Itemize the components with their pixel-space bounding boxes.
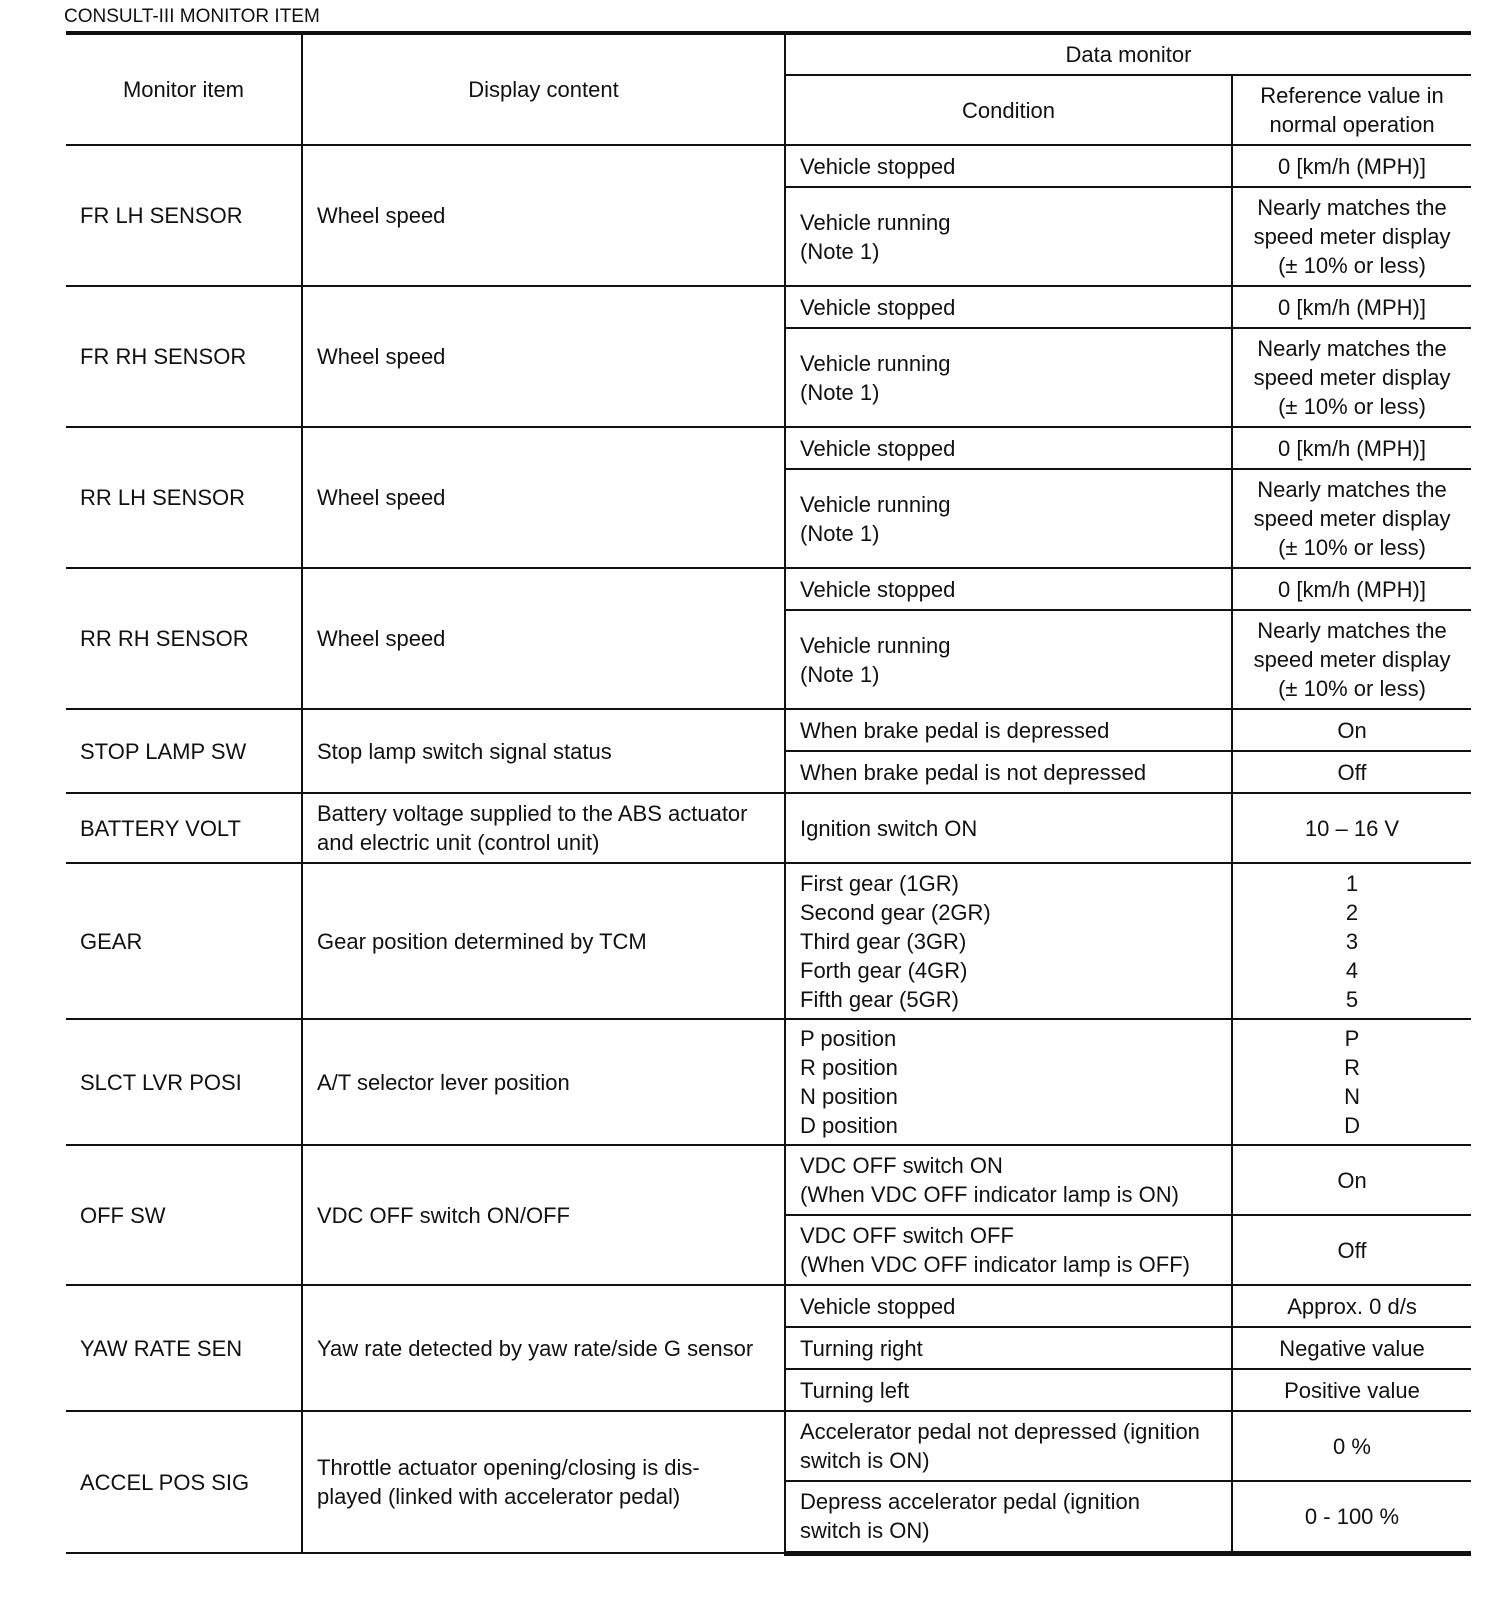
display-content: Wheel speed bbox=[302, 286, 785, 427]
table-row bbox=[66, 1145, 1471, 1215]
condition-cell: When brake pedal is depressed bbox=[785, 709, 1232, 751]
monitor-item-name: BATTERY VOLT bbox=[66, 793, 302, 863]
reference-value-cell: 0 % bbox=[1232, 1411, 1471, 1481]
page-title: CONSULT-III MONITOR ITEM bbox=[64, 6, 320, 27]
header-display-content: Display content bbox=[302, 33, 785, 145]
reference-value-cell: 0 [km/h (MPH)] bbox=[1232, 286, 1471, 328]
monitor-item-name: STOP LAMP SW bbox=[66, 709, 302, 793]
display-content: A/T selector lever position bbox=[302, 1019, 785, 1145]
reference-value-cell: Nearly matches the speed meter display (± 10% or less) bbox=[1232, 610, 1471, 709]
reference-value-cell: Nearly matches the speed meter display (± 10% or less) bbox=[1232, 328, 1471, 427]
reference-value-cell: Negative value bbox=[1232, 1327, 1471, 1369]
reference-value-cell: Nearly matches the speed meter display (± 10% or less) bbox=[1232, 187, 1471, 286]
condition-cell: Vehicle stopped bbox=[785, 145, 1232, 187]
reference-value-cell: On bbox=[1232, 1145, 1471, 1215]
reference-value-cell: 1 2 3 4 5 bbox=[1232, 863, 1471, 1019]
table-row bbox=[66, 1285, 1471, 1327]
header-condition: Condition bbox=[785, 75, 1232, 145]
condition-cell: Turning left bbox=[785, 1369, 1232, 1411]
table-row bbox=[66, 286, 1471, 328]
reference-value-cell: Approx. 0 d/s bbox=[1232, 1285, 1471, 1327]
reference-value-cell: 10 – 16 V bbox=[1232, 793, 1471, 863]
reference-value-cell: Nearly matches the speed meter display (± 10% or less) bbox=[1232, 469, 1471, 568]
condition-cell: Vehicle stopped bbox=[785, 286, 1232, 328]
monitor-item-name: ACCEL POS SIG bbox=[66, 1411, 302, 1553]
header-monitor-item: Monitor item bbox=[66, 33, 302, 145]
monitor-item-name: RR LH SENSOR bbox=[66, 427, 302, 568]
condition-cell: Ignition switch ON bbox=[785, 793, 1232, 863]
display-content: Wheel speed bbox=[302, 427, 785, 568]
reference-value-cell: 0 - 100 % bbox=[1232, 1481, 1471, 1553]
header-reference-value: Reference value in normal operation bbox=[1232, 75, 1471, 145]
reference-value-cell: 0 [km/h (MPH)] bbox=[1232, 427, 1471, 469]
table-row bbox=[66, 145, 1471, 187]
condition-cell: When brake pedal is not depressed bbox=[785, 751, 1232, 793]
table-row bbox=[66, 1411, 1471, 1481]
condition-cell: First gear (1GR) Second gear (2GR) Third gear (3GR) Forth gear (4GR) Fifth gear (5GR) bbox=[785, 863, 1232, 1019]
condition-cell: Vehicle stopped bbox=[785, 1285, 1232, 1327]
table-row bbox=[66, 709, 1471, 751]
display-content: VDC OFF switch ON/OFF bbox=[302, 1145, 785, 1285]
condition-cell: Vehicle running (Note 1) bbox=[785, 610, 1232, 709]
display-content: Gear position determined by TCM bbox=[302, 863, 785, 1019]
table-row bbox=[66, 863, 1471, 1019]
monitor-item-name: YAW RATE SEN bbox=[66, 1285, 302, 1411]
display-content: Yaw rate detected by yaw rate/side G sensor bbox=[302, 1285, 785, 1411]
reference-value-cell: Off bbox=[1232, 751, 1471, 793]
display-content: Throttle actuator opening/closing is dis- played (linked with accelerator pedal) bbox=[302, 1411, 785, 1553]
monitor-item-name: FR LH SENSOR bbox=[66, 145, 302, 286]
display-content: Wheel speed bbox=[302, 145, 785, 286]
reference-value-cell: On bbox=[1232, 709, 1471, 751]
condition-cell: Vehicle stopped bbox=[785, 568, 1232, 610]
condition-cell: Depress accelerator pedal (ignition switch is ON) bbox=[785, 1481, 1232, 1553]
table-row bbox=[66, 1019, 1471, 1145]
monitor-item-name: OFF SW bbox=[66, 1145, 302, 1285]
condition-cell: VDC OFF switch ON (When VDC OFF indicator lamp is ON) bbox=[785, 1145, 1232, 1215]
table-row bbox=[66, 793, 1471, 863]
monitor-item-table bbox=[66, 31, 1471, 1556]
monitor-item-name: RR RH SENSOR bbox=[66, 568, 302, 709]
reference-value-cell: 0 [km/h (MPH)] bbox=[1232, 145, 1471, 187]
condition-cell: P position R position N position D position bbox=[785, 1019, 1232, 1145]
table-row bbox=[66, 568, 1471, 610]
condition-cell: Vehicle running (Note 1) bbox=[785, 187, 1232, 286]
reference-value-cell: Off bbox=[1232, 1215, 1471, 1285]
condition-cell: Vehicle running (Note 1) bbox=[785, 328, 1232, 427]
monitor-item-name: FR RH SENSOR bbox=[66, 286, 302, 427]
condition-cell: VDC OFF switch OFF (When VDC OFF indicator lamp is OFF) bbox=[785, 1215, 1232, 1285]
condition-cell: Accelerator pedal not depressed (ignition switch is ON) bbox=[785, 1411, 1232, 1481]
reference-value-cell: P R N D bbox=[1232, 1019, 1471, 1145]
condition-cell: Vehicle stopped bbox=[785, 427, 1232, 469]
display-content: Wheel speed bbox=[302, 568, 785, 709]
display-content: Stop lamp switch signal status bbox=[302, 709, 785, 793]
table-body bbox=[66, 145, 1471, 1553]
reference-value-cell: 0 [km/h (MPH)] bbox=[1232, 568, 1471, 610]
condition-cell: Vehicle running (Note 1) bbox=[785, 469, 1232, 568]
condition-cell: Turning right bbox=[785, 1327, 1232, 1369]
header-data-monitor: Data monitor bbox=[785, 33, 1471, 75]
display-content: Battery voltage supplied to the ABS actuator and electric unit (control unit) bbox=[302, 793, 785, 863]
reference-value-cell: Positive value bbox=[1232, 1369, 1471, 1411]
monitor-item-name: GEAR bbox=[66, 863, 302, 1019]
monitor-item-name: SLCT LVR POSI bbox=[66, 1019, 302, 1145]
table-row bbox=[66, 427, 1471, 469]
